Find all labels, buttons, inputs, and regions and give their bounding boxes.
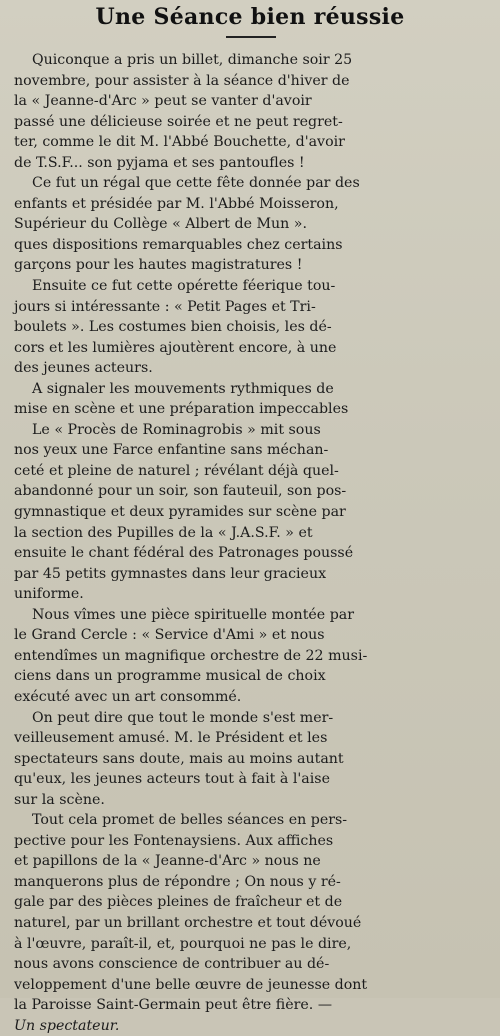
text-line: ciens dans un programme musical de choix <box>14 668 326 685</box>
text-line: A signaler les mouvements rythmiques de <box>32 380 334 397</box>
text-line: novembre, pour assister à la séance d'hiver de <box>14 72 350 89</box>
text-line: la section des Pupilles de la « J.A.S.F. » et <box>14 524 313 541</box>
text-line: Nous vîmes une pièce spirituelle montée par <box>32 606 355 623</box>
text-line: entendîmes un magnifique orchestre de 22 musi- <box>14 647 368 664</box>
text-line: gale par des pièces pleines de fraîcheur et de <box>14 894 343 911</box>
text-line: exécuté avec un art consommé. <box>14 688 242 705</box>
text-line: Ce fut un régal que cette fête donnée par des <box>32 175 360 192</box>
article-signature: Un spectateur. <box>14 1017 120 1034</box>
text-line: ceté et pleine de naturel ; révélant déjà quel- <box>14 462 339 479</box>
article-paragraph <box>14 420 486 605</box>
text-line: spectateurs sans doute, mais au moins autant <box>14 750 344 767</box>
text-line: qu'eux, les jeunes acteurs tout à fait à l'aise <box>14 771 330 788</box>
text-line: Ensuite ce fut cette opérette féerique tou- <box>32 278 336 295</box>
article-paragraph <box>14 379 486 420</box>
text-line: des jeunes acteurs. <box>14 360 153 377</box>
text-line: et papillons de la « Jeanne-d'Arc » nous ne <box>14 853 321 870</box>
article-body <box>14 50 486 1036</box>
text-line: la « Jeanne-d'Arc » peut se vanter d'avoir <box>14 93 312 110</box>
text-line: passé une délicieuse soirée et ne peut regret- <box>14 113 343 130</box>
text-line: garçons pour les hautes magistratures ! <box>14 257 303 274</box>
text-line: Supérieur du Collège « Albert de Mun ». <box>14 216 307 233</box>
text-line: manquerons plus de répondre ; On nous y ré- <box>14 873 341 890</box>
text-line: sur la scène. <box>14 791 105 808</box>
text-line: par 45 petits gymnastes dans leur gracieux <box>14 565 327 582</box>
text-line: ensuite le chant fédéral des Patronages poussé <box>14 545 354 562</box>
text-line: Le « Procès de Rominagrobis » mit sous <box>32 421 321 438</box>
article-paragraph <box>14 810 486 1015</box>
text-line: boulets ». Les costumes bien choisis, les dé- <box>14 319 332 336</box>
text-line: veloppement d'une belle œuvre de jeunesse dont <box>14 976 368 993</box>
text-line: abandonné pour un soir, son fauteuil, son pos- <box>14 483 347 500</box>
text-line: ques dispositions remarquables chez certains <box>14 236 343 253</box>
text-line: le Grand Cercle : « Service d'Ami » et nous <box>14 627 325 644</box>
text-line: nous avons conscience de contribuer au dé- <box>14 956 330 973</box>
article-paragraph <box>14 605 486 708</box>
article-title: Une Séance bien réussie <box>95 4 405 30</box>
text-line: gymnastique et deux pyramides sur scène par <box>14 504 346 521</box>
text-line: enfants et présidée par M. l'Abbé Moisseron, <box>14 195 339 212</box>
article-paragraph <box>14 50 486 173</box>
text-line: Quiconque a pris un billet, dimanche soir 25 <box>32 52 353 68</box>
article-paragraph <box>14 173 486 276</box>
text-line: jours si intéressante : « Petit Pages et Tri- <box>14 298 316 315</box>
text-line: Tout cela promet de belles séances en pers- <box>32 812 348 829</box>
text-line: On peut dire que tout le monde s'est mer- <box>32 709 334 726</box>
title-rule <box>226 36 276 38</box>
text-line: à l'œuvre, paraît-il, et, pourquoi ne pas le dire, <box>14 935 352 952</box>
text-line: pective pour les Fontenaysiens. Aux affiches <box>14 832 334 849</box>
text-line: uniforme. <box>14 586 84 603</box>
article-paragraph <box>14 276 486 379</box>
text-line: mise en scène et une préparation impeccables <box>14 401 349 418</box>
text-line: de T.S.F... son pyjama et ses pantoufles ! <box>14 154 305 171</box>
text-line: nos yeux une Farce enfantine sans méchan- <box>14 442 329 459</box>
article-paragraph <box>14 708 486 811</box>
text-line: la Paroisse Saint-Germain peut être fière. — <box>14 997 333 1014</box>
text-line: cors et les lumières ajoutèrent encore, à une <box>14 339 337 356</box>
text-line: naturel, par un brillant orchestre et tout dévoué <box>14 914 362 931</box>
text-line: veilleusement amusé. M. le Président et les <box>14 730 328 747</box>
text-line: ter, comme le dit M. l'Abbé Bouchette, d'avoir <box>14 134 345 151</box>
